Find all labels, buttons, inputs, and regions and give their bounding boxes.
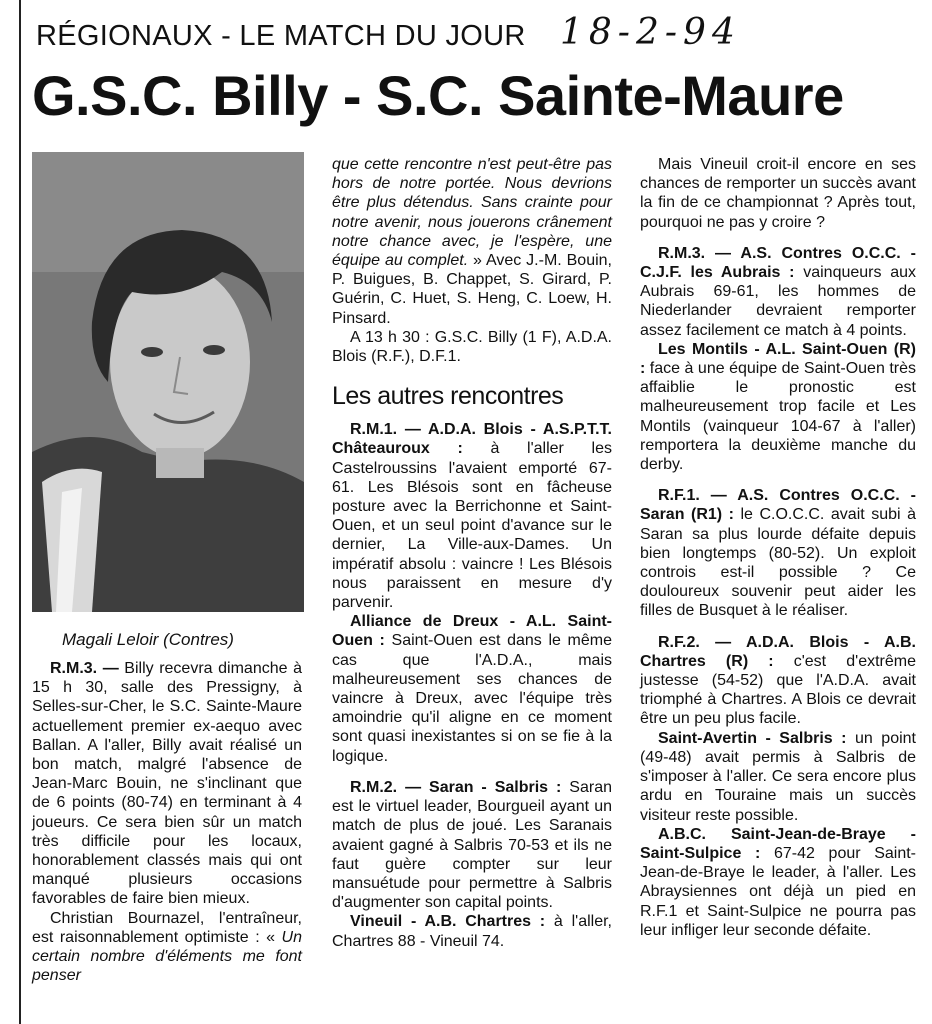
photo-caption: Magali Leloir (Contres): [62, 630, 234, 649]
paragraph-rm3: [640, 244, 916, 340]
paragraph-text: à l'aller, Chartres 88 - Vineuil 74.: [332, 913, 612, 950]
paragraph-rf2: [640, 633, 916, 729]
match-label: R.M.1. — A.D.A. Blois - A.S.P.T.T. Châteauroux :: [332, 421, 612, 458]
paragraph-text: c'est d'extrême justesse (54-52) que l'A.D.A. avait triomphé à Chartres. A Blois ce devrait être un peu plus facile.: [640, 652, 916, 728]
match-label: A.B.C. Saint-Jean-de-Braye - Saint-Sulpice :: [640, 825, 916, 862]
paragraph-rm1: [332, 420, 612, 612]
article-column-2: [332, 155, 612, 951]
paragraph-text: Saint-Ouen est dans le même cas que l'A.D.A., mais malheureusement ses chances de vaincre à Dreux, avec l'équipe très amoindrie qu'il aligne en ce moment sont quasi inexistantes si on se fie à la logique.: [332, 632, 612, 765]
paragraph-montils: [640, 340, 916, 474]
page-edge-rule: [19, 0, 21, 1024]
article-column-1: [32, 659, 302, 985]
coach-quote: Un certain nombre d'éléments me font penser: [32, 928, 302, 985]
paragraph-text: un point (49-48) avait permis à Salbris de s'imposer à l'aller. Ce sera encore plus ardu en Touraine mais un succès visiteur reste possible.: [640, 729, 916, 824]
paragraph-vineuil-cont: Mais Vineuil croit-il encore en ses chances de remporter un succès avant la fin de ce championnat ? Après tout, pourquoi ne pas y croire ?: [640, 156, 916, 231]
paragraph-text: le C.O.C.C. avait subi à Saran sa plus lourde défaite depuis bien longtemps (80-52). Un exploit controis est-il possible ? Ce douloureux souvenir peut aider les filles de Busquet à le réaliser.: [640, 506, 916, 620]
paragraph-text: Christian Bournazel, l'entraîneur, est raisonnablement optimiste : «: [32, 909, 302, 946]
paragraph-quote: [332, 155, 612, 328]
portrait-illustration: [32, 152, 304, 612]
match-label: Les Montils - A.L. Saint-Ouen (R) :: [640, 340, 916, 378]
paragraph-text: Billy recevra dimanche à 15 h 30, salle des Pressigny, à Selles-sur-Cher, le S.C. Sainte-Maure actuellement premier ex-aequo avec Ballan. A l'aller, Billy avait réalisé un bon match, malgré l'absence de Jean-Marc Bouin, ne s'inclinant que de 6 points (80-74) en terminant à 4 joueurs. Ce sera bien sûr un match très difficile pour les locaux, honorablement classés mais qui ont manqué plusieurs occasions favorables de faire bien mieux.: [32, 660, 302, 908]
paragraph-coach: [32, 909, 302, 986]
section-kicker: RÉGIONAUX - LE MATCH DU JOUR: [36, 20, 526, 52]
player-photo: [32, 152, 304, 612]
article-column-3: [640, 155, 916, 940]
match-label: R.F.1. — A.S. Contres O.C.C. - Saran (R1) :: [640, 487, 916, 524]
match-label: Vineuil - A.B. Chartres :: [350, 913, 546, 931]
division-label: R.M.3. —: [50, 660, 119, 677]
paragraph-schedule: A 13 h 30 : G.S.C. Billy (1 F), A.D.A. Blois (R.F.), D.F.1.: [332, 328, 612, 366]
headline: G.S.C. Billy - S.C. Sainte-Maure: [32, 64, 844, 127]
match-label: R.M.2. — Saran - Salbris :: [350, 778, 562, 796]
roster-text: » Avec J.-M. Bouin, P. Buigues, B. Chappet, S. Girard, P. Guérin, C. Huet, S. Heng, C. Loew, H. Pinsard.: [332, 252, 612, 327]
section-subhead: Les autres rencontres: [332, 382, 564, 411]
match-label: R.F.2. — A.D.A. Blois - A.B. Chartres (R) :: [640, 633, 916, 670]
paragraph-dreux: [332, 612, 612, 766]
paragraph-text: face à une équipe de Saint-Ouen très affaiblie le pronostic est malheureusement trop facile et Les Montils (vainqueur 104-67 à l'aller) remportera la deuxième manche du derby.: [640, 360, 916, 474]
paragraph-rm2: [332, 778, 612, 912]
paragraph-vineuil: [332, 912, 612, 950]
paragraph-text: Saran est le virtuel leader, Bourgueil ayant un match de plus de joué. Les Saranais avaient gagné à Salbris 70-53 et ils ne faut guère compter sur leur mansuétude pour permettre à Salbris d'augmenter son capital points.: [332, 778, 613, 912]
paragraph-rf1: [640, 486, 916, 620]
paragraph-text: à l'aller les Castelroussins l'avaient emporté 67-61. Les Blésois sont en fâcheuse posture avec la Berrichonne et Saint-Ouen, et un seul point d'avance sur le dernier, La Ville-aux-Dames. Un impératif absolu : vaincre ! Les Blésois nous paraissent en mesure d'y parvenir.: [332, 440, 612, 612]
handwritten-date: 18-2-94: [560, 12, 741, 53]
paragraph-intro: [32, 659, 302, 909]
paragraph-text: vainqueurs aux Aubrais 69-61, les hommes de Niederlander devraient remporter assez facilement ce match à 4 points.: [640, 264, 917, 339]
match-label: R.M.3. — A.S. Contres O.C.C. - C.J.F. les Aubrais :: [640, 244, 916, 282]
paragraph-text: 67-42 pour Saint-Jean-de-Braye le leader, à l'aller. Les Abraysiennes ont déjà un pied en R.F.1 et Saint-Sulpice ne pourra pas leur infliger leur seconde défaite.: [640, 844, 917, 939]
match-label: Saint-Avertin - Salbris :: [658, 729, 847, 747]
match-label: Alliance de Dreux - A.L. Saint-Ouen :: [332, 613, 612, 650]
coach-quote: que cette rencontre n'est peut-être pas hors de notre portée. Nous devrions être plus détendus. Sans crainte pour notre avenir, nous jouerons crânement notre chance avec, je l'espère, une équipe au complet.: [332, 156, 612, 270]
paragraph-avertin: [640, 729, 916, 825]
paragraph-abc: [640, 825, 916, 940]
